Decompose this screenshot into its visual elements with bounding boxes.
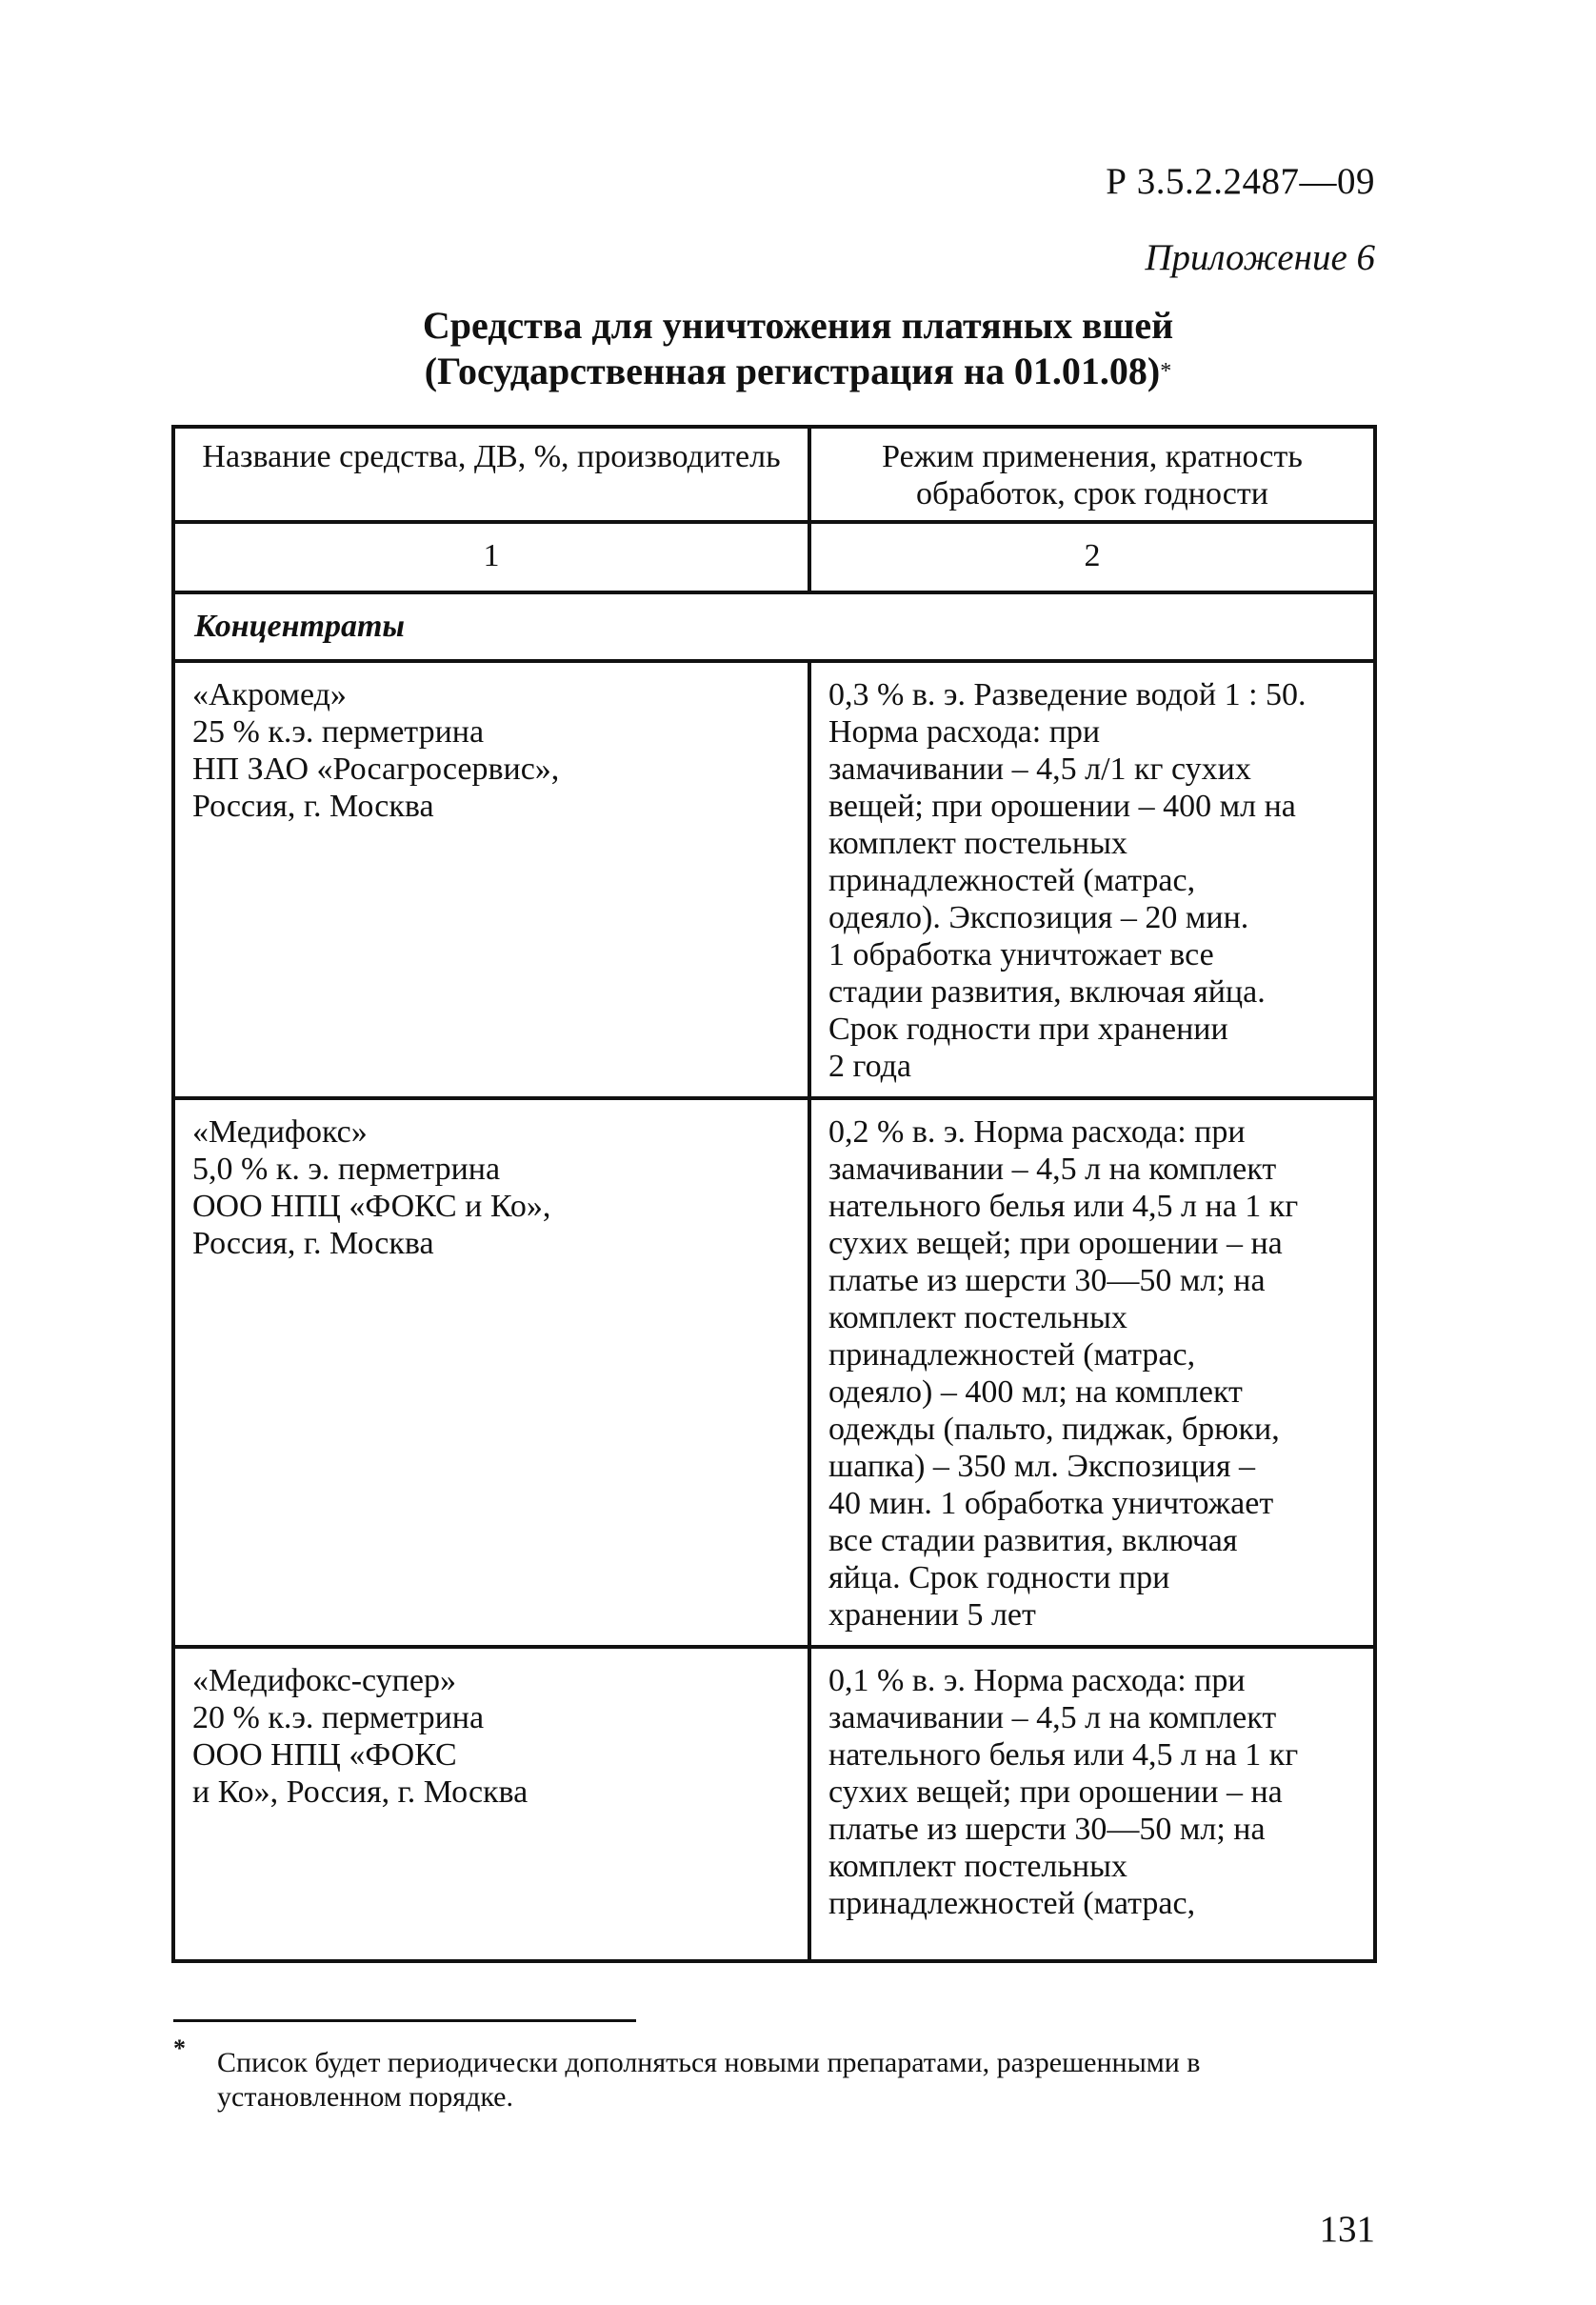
usage-cell: 0,3 % в. э. Разведение водой 1 : 50. Норма расхода: при замачивании – 4,5 л/1 кг сухих вещей; при орошении – 400 мл на комплект постельных принадлежностей (матрас, одеяло). Экспозиция – 20 мин. 1 обработка уничтожает все стадии развития, включая яйца. Срок годности при хранении 2 года: [809, 661, 1375, 1098]
footnote-text: Список будет периодически дополняться новыми препаратами, разрешенными в установленном порядке.: [217, 2047, 1201, 2113]
title-line-2-text: (Государственная регистрация на 01.01.08): [424, 350, 1161, 392]
appendix-label: Приложение 6: [1145, 237, 1375, 278]
section-title: Концентраты: [173, 592, 1375, 661]
table-header-row: [173, 427, 1375, 522]
usage-cell: 0,2 % в. э. Норма расхода: при замачивании – 4,5 л на комплект нательного белья или 4,5 л на 1 кг сухих вещей; при орошении – на платье из шерсти 30—50 мл; на комплект постельных принадлежностей (матрас, одеяло) – 400 мл; на комплект одежды (пальто, пиджак, брюки, шапка) – 350 мл. Экспозиция – 40 мин. 1 обработка уничтожает все стадии развития, включая яйца. Срок годности при хранении 5 лет: [809, 1098, 1375, 1647]
product-cell: «Акромед» 25 % к.э. перметрина НП ЗАО «Росагросервис», Россия, г. Москва: [173, 661, 809, 1098]
product-cell: «Медифокс» 5,0 % к. э. перметрина ООО НПЦ «ФОКС и Ко», Россия, г. Москва: [173, 1098, 809, 1647]
usage-cell: 0,1 % в. э. Норма расхода: при замачивании – 4,5 л на комплект нательного белья или 4,5 л на 1 кг сухих вещей; при орошении – на платье из шерсти 30—50 мл; на комплект постельных принадлежностей (матрас,: [809, 1647, 1375, 1961]
header-product: Название средства, ДВ, %, производитель: [173, 427, 809, 522]
section-row: [173, 592, 1375, 661]
column-number-2: 2: [809, 522, 1375, 592]
title-line-2: [0, 349, 1596, 394]
page-title: [0, 303, 1596, 394]
footnote-mark: *: [173, 2034, 186, 2062]
footnote-divider: [173, 2019, 636, 2022]
product-cell: «Медифокс-супер» 20 % к.э. перметрина ООО НПЦ «ФОКС и Ко», Россия, г. Москва: [173, 1647, 809, 1961]
column-number-1: 1: [173, 522, 809, 592]
document-code: Р 3.5.2.2487—09: [1106, 161, 1375, 202]
table-row: [173, 1647, 1375, 1961]
title-footnote-mark: *: [1160, 359, 1172, 384]
table-row: [173, 661, 1375, 1098]
table-row: [173, 1098, 1375, 1647]
header-usage: Режим применения, кратность обработок, срок годности: [809, 427, 1375, 522]
products-table: [171, 425, 1377, 1963]
title-line-1: Средства для уничтожения платяных вшей: [422, 304, 1174, 347]
column-number-row: [173, 522, 1375, 592]
page-number: 131: [1319, 2209, 1375, 2250]
